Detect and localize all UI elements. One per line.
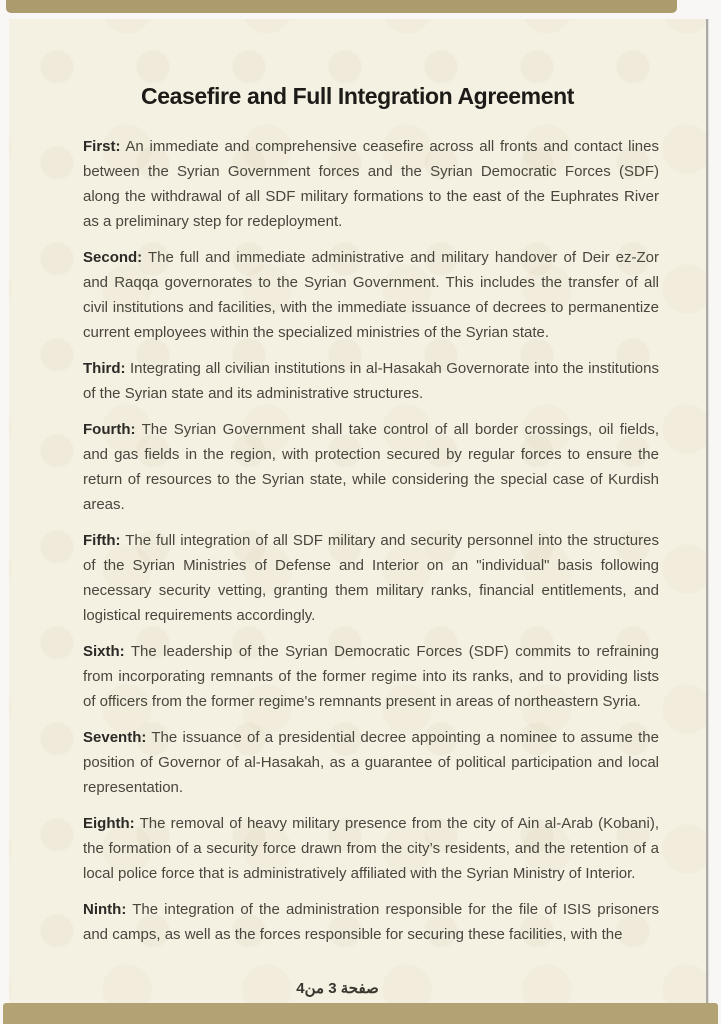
agreement-clause [83,725,659,800]
clause-text: The leadership of the Syrian Democratic Forces (SDF) commits to refraining from incorporating remnants of the former regime into its ranks, and to providing lists of officers from the former regime's remnants present in areas of northeastern Syria. [83,643,659,710]
clause-text: The Syrian Government shall take control of all border crossings, oil fields, and gas fields in the region, with protection secured by regular forces to ensure the return of resources to the Syrian state, while considering the special case of Kurdish areas. [83,421,659,513]
clause-text: The full and immediate administrative and military handover of Deir ez-Zor and Raqqa governorates to the Syrian Government. This includes the transfer of all civil institutions and facilities, with the immediate issuance of decrees to permanentize current employees within the specialized ministries of the Syrian state. [83,249,659,341]
clause-list [9,110,706,947]
clause-text: The removal of heavy military presence from the city of Ain al-Arab (Kobani), the formation of a security force drawn from the city’s residents, and the retention of a local police force that is administratively affiliated with the Syrian Ministry of Interior. [83,815,659,882]
clause-text: An immediate and comprehensive ceasefire across all fronts and contact lines between the Syrian Government forces and the Syrian Democratic Forces (SDF) along the withdrawal of all SDF military formations to the east of the Euphrates River as a preliminary step for redeployment. [83,138,659,230]
clause-text: The issuance of a presidential decree appointing a nominee to assume the position of Governor of al-Hasakah, as a guarantee of political participation and local representation. [83,729,659,796]
clause-text: The integration of the administration responsible for the file of ISIS prisoners and camps, as well as the forces responsible for securing these facilities, with the [83,901,659,943]
agreement-clause [83,356,659,406]
clause-label: Sixth: [83,643,125,660]
agreement-clause [83,245,659,345]
clause-text: Integrating all civilian institutions in al-Hasakah Governorate into the institutions of the Syrian state and its administrative structures. [83,360,659,402]
agreement-clause [83,811,659,886]
agreement-clause [83,897,659,947]
next-page-edge [3,1003,718,1024]
page-title: Ceasefire and Full Integration Agreement [140,83,575,109]
agreement-clause [83,639,659,714]
agreement-clause [83,417,659,517]
clause-label: First: [83,138,121,155]
clause-label: Seventh: [83,729,147,746]
agreement-clause [83,528,659,628]
clause-text: The full integration of all SDF military and security personnel into the structures of the Syrian Ministries of Defense and Interior on an "individual" basis following necessary security vetting, granting them military ranks, financial entitlements, and logistical requirements accordingly. [83,532,659,624]
clause-label: Fifth: [83,532,121,549]
previous-page-edge [6,0,677,13]
page-number-indicator: صفحة 3 من4 [296,980,379,997]
clause-label: Eighth: [83,815,135,832]
agreement-clause [83,134,659,234]
document-page [9,19,706,1003]
clause-label: Fourth: [83,421,136,438]
clause-label: Second: [83,249,143,266]
clause-label: Third: [83,360,126,377]
clause-label: Ninth: [83,901,127,918]
